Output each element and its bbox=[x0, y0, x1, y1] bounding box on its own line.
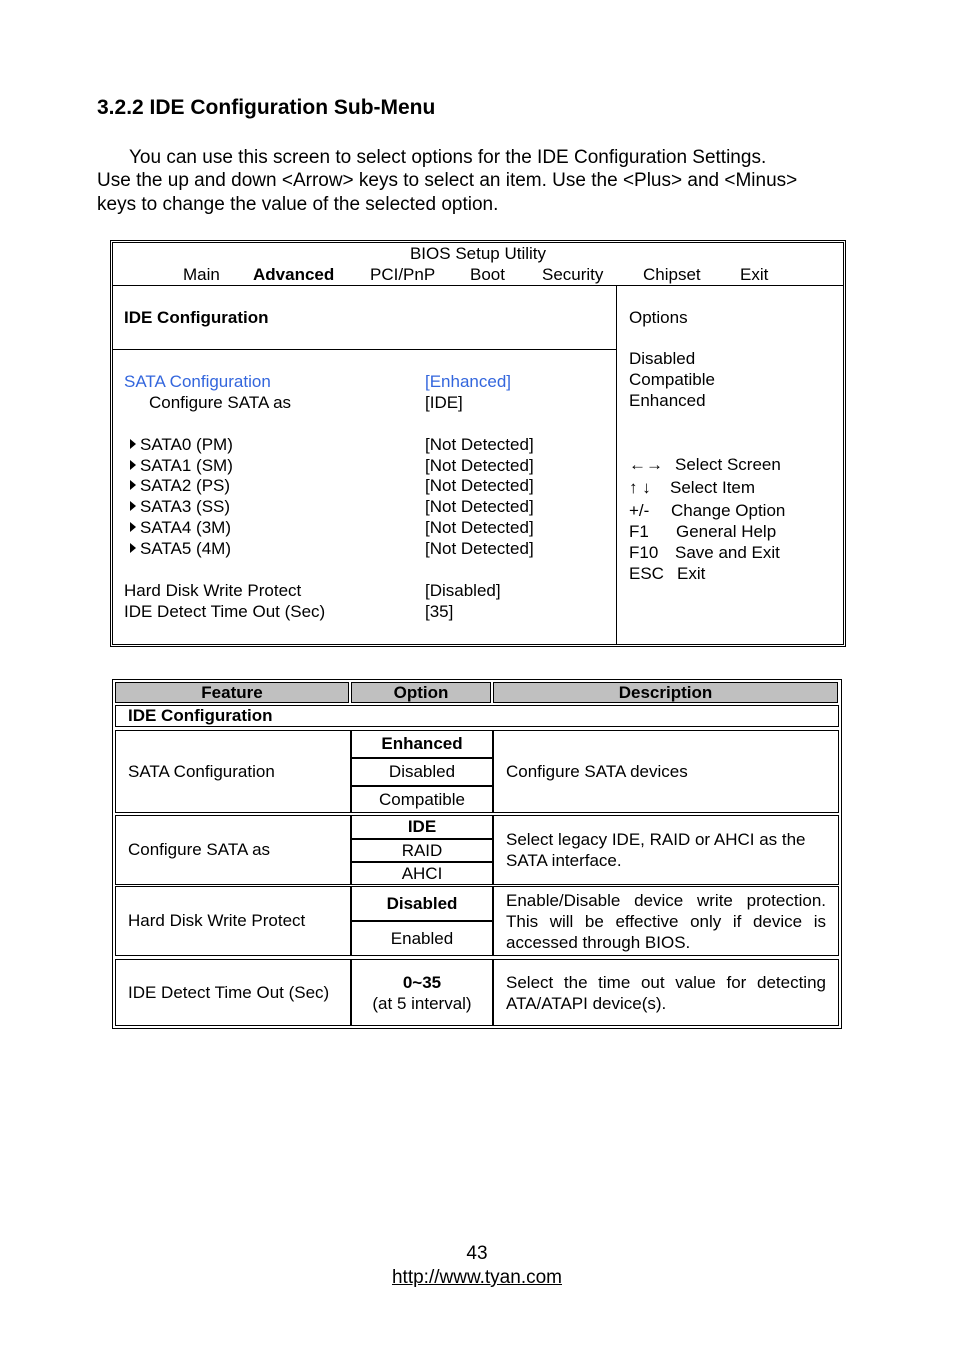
bios-title: BIOS Setup Utility bbox=[409, 244, 547, 263]
submenu-arrow-icon bbox=[130, 522, 136, 532]
intro-line-3: keys to change the value of the selected option. bbox=[97, 194, 499, 215]
bios-item-label: SATA4 (3M) bbox=[140, 518, 231, 537]
bios-section-divider bbox=[113, 349, 616, 350]
bios-value-sata5: [Not Detected] bbox=[425, 539, 534, 558]
bios-item-sata4[interactable] bbox=[130, 518, 231, 538]
help-text: Save and Exit bbox=[675, 543, 780, 562]
bios-value-sata4: [Not Detected] bbox=[425, 518, 534, 537]
feature-sata-configuration: SATA Configuration bbox=[115, 730, 351, 813]
help-general-help bbox=[629, 522, 776, 542]
bios-value-hard-disk-write-protect[interactable]: [Disabled] bbox=[425, 581, 501, 600]
bios-menu-exit[interactable]: Exit bbox=[740, 265, 769, 284]
description-hard-disk-write-protect: Enable/Disable device write protection. This will be effective only if device is accessed through BIOS. bbox=[493, 886, 839, 956]
option-disabled-default: Disabled bbox=[351, 886, 493, 921]
bios-option-compatible[interactable]: Compatible bbox=[629, 370, 715, 389]
option-compatible: Compatible bbox=[351, 786, 493, 813]
bios-value-ide-detect-timeout[interactable]: [35] bbox=[425, 602, 454, 621]
option-range-note: (at 5 interval) bbox=[372, 993, 472, 1013]
help-text: Select Item bbox=[670, 478, 756, 497]
footer-link[interactable] bbox=[0, 1267, 954, 1289]
help-save-exit bbox=[629, 543, 780, 563]
bios-item-sata-configuration[interactable]: SATA Configuration bbox=[124, 372, 271, 391]
bios-menu-pcipnp[interactable]: PCI/PnP bbox=[370, 265, 436, 284]
bios-option-enhanced[interactable]: Enhanced bbox=[629, 391, 706, 410]
bios-item-sata5[interactable] bbox=[130, 539, 231, 559]
help-key: +/- bbox=[629, 501, 650, 520]
bios-panel-divider bbox=[616, 285, 617, 644]
bios-menu-chipset[interactable]: Chipset bbox=[643, 265, 701, 284]
bios-item-label: SATA1 (SM) bbox=[140, 456, 233, 475]
bios-value-sata-configuration[interactable]: [Enhanced] bbox=[425, 372, 512, 391]
bios-value-sata1: [Not Detected] bbox=[425, 456, 534, 475]
bios-options-title: Options bbox=[629, 308, 688, 327]
feature-hard-disk-write-protect: Hard Disk Write Protect bbox=[115, 886, 351, 956]
footer-url[interactable]: http://www.tyan.com bbox=[391, 1267, 562, 1288]
help-text: Change Option bbox=[671, 501, 786, 520]
bios-menu-boot[interactable]: Boot bbox=[470, 265, 505, 284]
bios-item-label: SATA3 (SS) bbox=[140, 497, 231, 516]
help-key: ESC bbox=[629, 564, 664, 583]
option-ahci: AHCI bbox=[351, 862, 493, 885]
bios-menu-divider bbox=[113, 285, 843, 286]
header-feature: Feature bbox=[115, 682, 349, 703]
bios-item-sata1[interactable] bbox=[130, 456, 233, 476]
feature-table bbox=[112, 679, 842, 1029]
bios-menu-advanced[interactable]: Advanced bbox=[253, 265, 335, 284]
page-number: 43 bbox=[466, 1243, 488, 1264]
description-sata-configuration: Configure SATA devices bbox=[493, 730, 839, 813]
description-ide-detect-timeout: Select the time out value for detecting ATA/ATAPI device(s). bbox=[493, 959, 839, 1026]
bios-item-sata3[interactable] bbox=[130, 497, 230, 517]
bios-item-label: SATA2 (PS) bbox=[140, 476, 231, 495]
bios-menu-security[interactable]: Security bbox=[542, 265, 604, 284]
bios-section-title: IDE Configuration bbox=[124, 308, 269, 327]
bios-item-label: SATA0 (PM) bbox=[140, 435, 233, 454]
submenu-arrow-icon bbox=[130, 480, 136, 490]
option-enabled: Enabled bbox=[351, 921, 493, 956]
section-heading: 3.2.2 IDE Configuration Sub-Menu bbox=[97, 96, 436, 119]
option-timeout-range bbox=[351, 959, 493, 1026]
help-select-item bbox=[629, 478, 755, 498]
help-change-option bbox=[629, 501, 785, 521]
help-text: Select Screen bbox=[675, 455, 781, 474]
help-exit bbox=[629, 564, 705, 584]
submenu-arrow-icon bbox=[130, 460, 136, 470]
header-description: Description bbox=[493, 682, 838, 703]
description-configure-sata-as: Select legacy IDE, RAID or AHCI as the SATA interface. bbox=[493, 815, 839, 885]
bios-value-configure-sata-as[interactable]: [IDE] bbox=[425, 393, 463, 412]
option-raid: RAID bbox=[351, 839, 493, 862]
help-text: General Help bbox=[676, 522, 777, 541]
bios-item-configure-sata-as[interactable]: Configure SATA as bbox=[149, 393, 292, 412]
intro-line-2: Use the up and down <Arrow> keys to select an item. Use the <Plus> and <Minus> bbox=[97, 170, 798, 191]
help-select-screen bbox=[629, 455, 781, 475]
help-key: F1 bbox=[629, 522, 649, 541]
feature-ide-detect-timeout: IDE Detect Time Out (Sec) bbox=[115, 959, 351, 1026]
bios-menu-main[interactable]: Main bbox=[183, 265, 220, 284]
help-text: Exit bbox=[677, 564, 706, 583]
bios-item-sata2[interactable] bbox=[130, 476, 230, 496]
bios-value-sata2: [Not Detected] bbox=[425, 476, 534, 495]
bios-item-ide-detect-timeout[interactable]: IDE Detect Time Out (Sec) bbox=[124, 602, 326, 621]
left-right-arrows-icon: ←→ bbox=[629, 455, 663, 474]
bios-value-sata0: [Not Detected] bbox=[425, 435, 534, 454]
submenu-arrow-icon bbox=[130, 543, 136, 553]
bios-item-label: SATA5 (4M) bbox=[140, 539, 231, 558]
option-enhanced: Enhanced bbox=[351, 730, 493, 758]
option-disabled: Disabled bbox=[351, 758, 493, 786]
submenu-arrow-icon bbox=[130, 501, 136, 511]
bios-item-sata0[interactable] bbox=[130, 435, 233, 455]
feature-configure-sata-as: Configure SATA as bbox=[115, 815, 351, 885]
help-key: F10 bbox=[629, 543, 659, 562]
bios-value-sata3: [Not Detected] bbox=[425, 497, 534, 516]
option-range-value: 0~35 bbox=[402, 972, 442, 992]
header-option: Option bbox=[351, 682, 491, 703]
intro-line-1: You can use this screen to select options for the IDE Configuration Settings. bbox=[129, 147, 767, 168]
bios-screen bbox=[110, 240, 846, 647]
table-section-row: IDE Configuration bbox=[115, 705, 839, 727]
up-down-arrows-icon: ↑ ↓ bbox=[629, 478, 651, 497]
submenu-arrow-icon bbox=[130, 439, 136, 449]
bios-option-disabled[interactable]: Disabled bbox=[629, 349, 696, 368]
bios-item-hard-disk-write-protect[interactable]: Hard Disk Write Protect bbox=[124, 581, 302, 600]
option-ide: IDE bbox=[351, 815, 493, 839]
